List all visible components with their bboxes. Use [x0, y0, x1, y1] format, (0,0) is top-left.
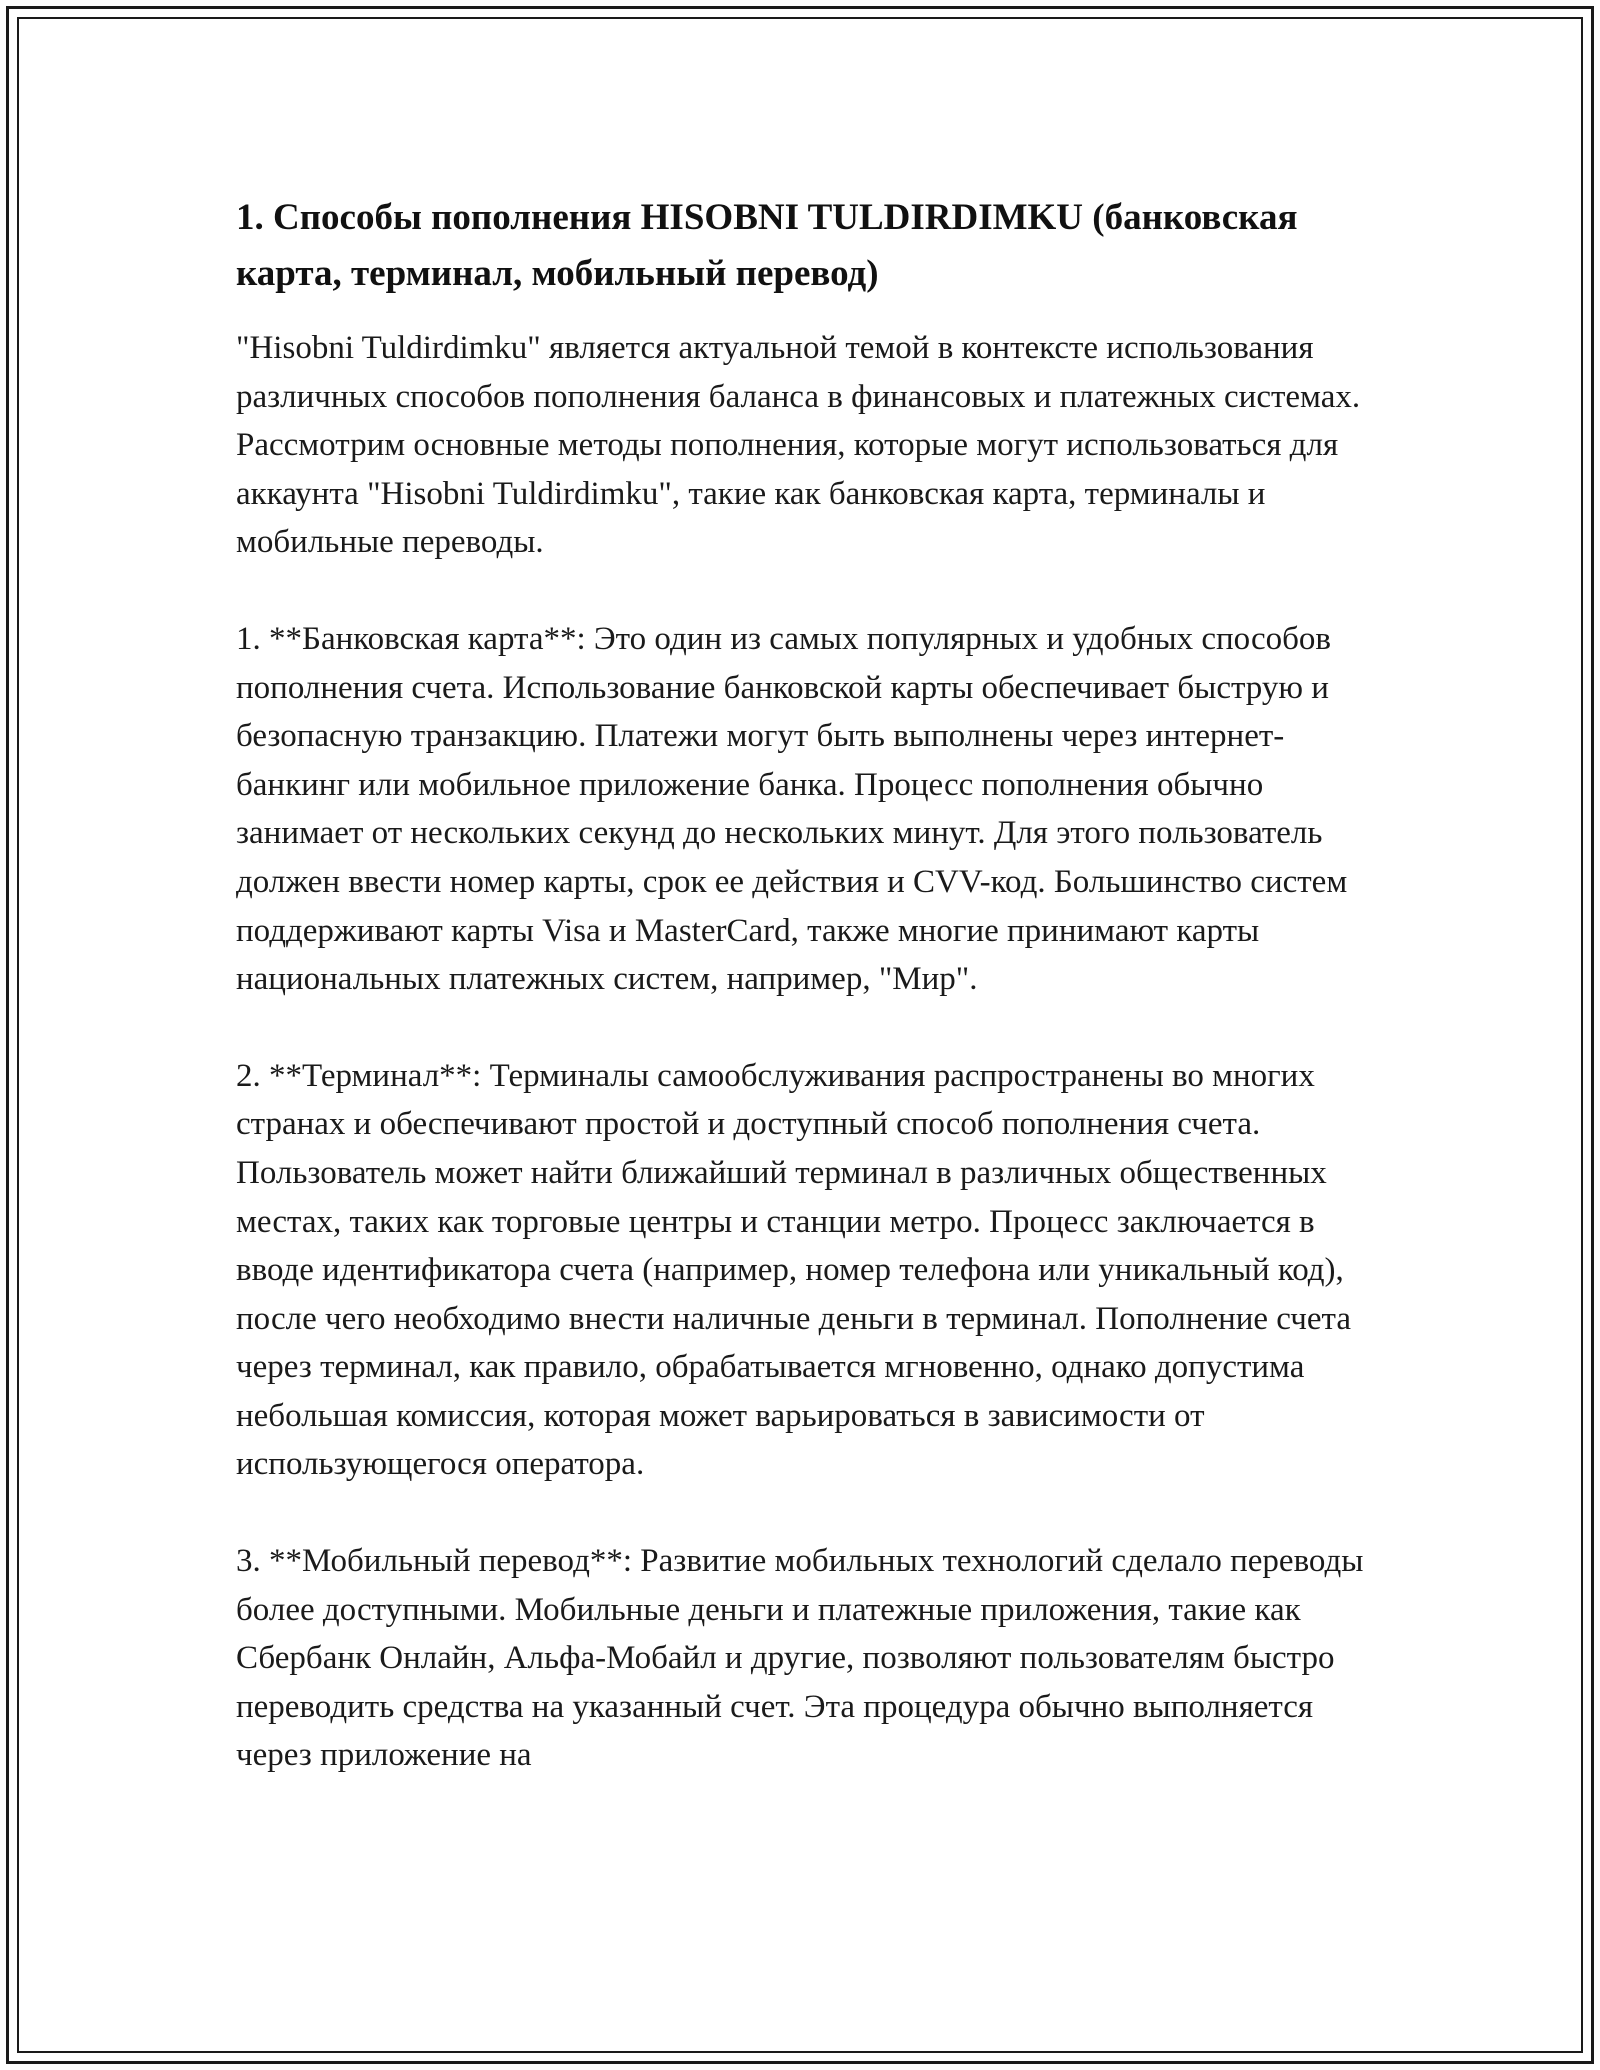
document-body: [236, 190, 1376, 1780]
bank-card-paragraph: 1. **Банковская карта**: Это один из самых популярных и удобных способов пополнения счета. Использование банковской карты обеспечивает быструю и безопасную транзакцию. Платежи могут быть выполнены через интернет-банкинг или мобильное приложение банка. Процесс пополнения обычно занимает от нескольких секунд до нескольких минут. Для этого пользователь должен ввести номер карты, срок ее действия и CVV-код. Большинство систем поддерживают карты Visa и MasterCard, также многие принимают карты национальных платежных систем, например, "Мир".: [236, 620, 1348, 998]
intro-paragraph: "Hisobni Tuldirdimku" является актуальной темой в контексте использования различных способов пополнения баланса в финансовых и платежных системах. Рассмотрим основные методы пополнения, которые могут использоваться для аккаунта "Hisobni Tuldirdimku", такие как банковская карта, терминалы и мобильные переводы.: [236, 330, 1361, 561]
terminal-paragraph: 2. **Терминал**: Терминалы самообслуживания распространены во многих странах и обеспечивают простой и доступный способ пополнения счета. Пользователь может найти ближайший терминал в различных общественных местах, таких как торговые центры и станции метро. Процесс заключается в вводе идентификатора счета (например, номер телефона или уникальный код), после чего необходимо внести наличные деньги в терминал. Пополнение счета через терминал, как правило, обрабатывается мгновенно, однако допустима небольшая комиссия, которая может варьироваться в зависимости от использующегося оператора.: [236, 1057, 1352, 1483]
mobile-transfer-paragraph: 3. **Мобильный перевод**: Развитие мобильных технологий сделало переводы более доступными. Мобильные деньги и платежные приложения, такие как Сбербанк Онлайн, Альфа-Мобайл и другие, позволяют пользователям быстро переводить средства на указанный счет. Эта процедура обычно выполняется через приложение на: [236, 1543, 1364, 1774]
document-title: 1. Способы пополнения HISOBNI TULDIRDIMKU (банковская карта, терминал, мобильный перевод): [236, 197, 1298, 294]
